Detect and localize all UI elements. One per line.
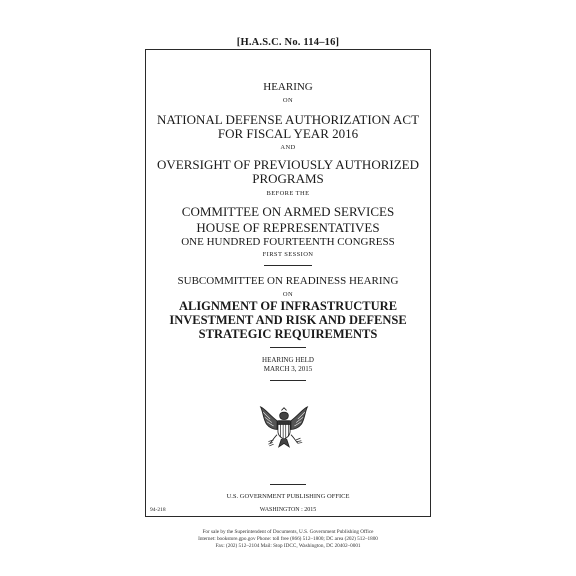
subject-line-3: STRATEGIC REQUIREMENTS bbox=[198, 327, 378, 341]
before-the-label: BEFORE THE bbox=[266, 190, 310, 197]
title-1-line-2: FOR FISCAL YEAR 2016 bbox=[217, 126, 359, 141]
title-2-line-2: PROGRAMS bbox=[252, 171, 324, 186]
title-1-line-1: NATIONAL DEFENSE AUTHORIZATION ACT bbox=[156, 112, 420, 127]
committee-line-1: COMMITTEE ON ARMED SERVICES bbox=[181, 204, 395, 219]
eagle-seal-icon bbox=[258, 400, 310, 452]
on-label: ON bbox=[282, 97, 294, 104]
section-divider bbox=[264, 265, 312, 266]
job-code: 94-218 bbox=[150, 507, 166, 513]
publisher-label: U.S. GOVERNMENT PUBLISHING OFFICE bbox=[226, 493, 350, 500]
and-label: AND bbox=[280, 144, 296, 151]
subject-line-2: INVESTMENT AND RISK AND DEFENSE bbox=[169, 313, 407, 327]
subcommittee-label: SUBCOMMITTEE ON READINESS HEARING bbox=[177, 275, 399, 287]
hearing-date: MARCH 3, 2015 bbox=[263, 365, 313, 373]
committee-line-2: HOUSE OF REPRESENTATIVES bbox=[196, 220, 380, 235]
hearing-held-label: HEARING HELD bbox=[262, 356, 314, 364]
on-label-2: ON bbox=[282, 291, 294, 298]
subject-line-1: ALIGNMENT OF INFRASTRUCTURE bbox=[178, 299, 398, 313]
hearing-label: HEARING bbox=[263, 81, 313, 93]
title-2-line-1: OVERSIGHT OF PREVIOUSLY AUTHORIZED bbox=[157, 157, 419, 172]
congress-label: ONE HUNDRED FOURTEENTH CONGRESS bbox=[181, 236, 395, 248]
document-number: [H.A.S.C. No. 114–16] bbox=[236, 37, 340, 48]
place-year-label: WASHINGTON : 2015 bbox=[259, 507, 317, 513]
footer-mail-line: Fax: (202) 512–2104 Mail: Stop IDCC, Washington, DC 20402–0001 bbox=[215, 543, 361, 549]
section-divider-4 bbox=[270, 484, 306, 485]
footer-contact-line: Internet: bookstore.gpo.gov Phone: toll free (866) 512–1800; DC area (202) 512–1800 bbox=[198, 536, 378, 542]
session-label: FIRST SESSION bbox=[262, 251, 314, 258]
section-divider-3 bbox=[270, 380, 306, 381]
footer-sale-line: For sale by the Superintendent of Documents, U.S. Government Publishing Office bbox=[202, 529, 374, 535]
section-divider-2 bbox=[270, 347, 306, 348]
